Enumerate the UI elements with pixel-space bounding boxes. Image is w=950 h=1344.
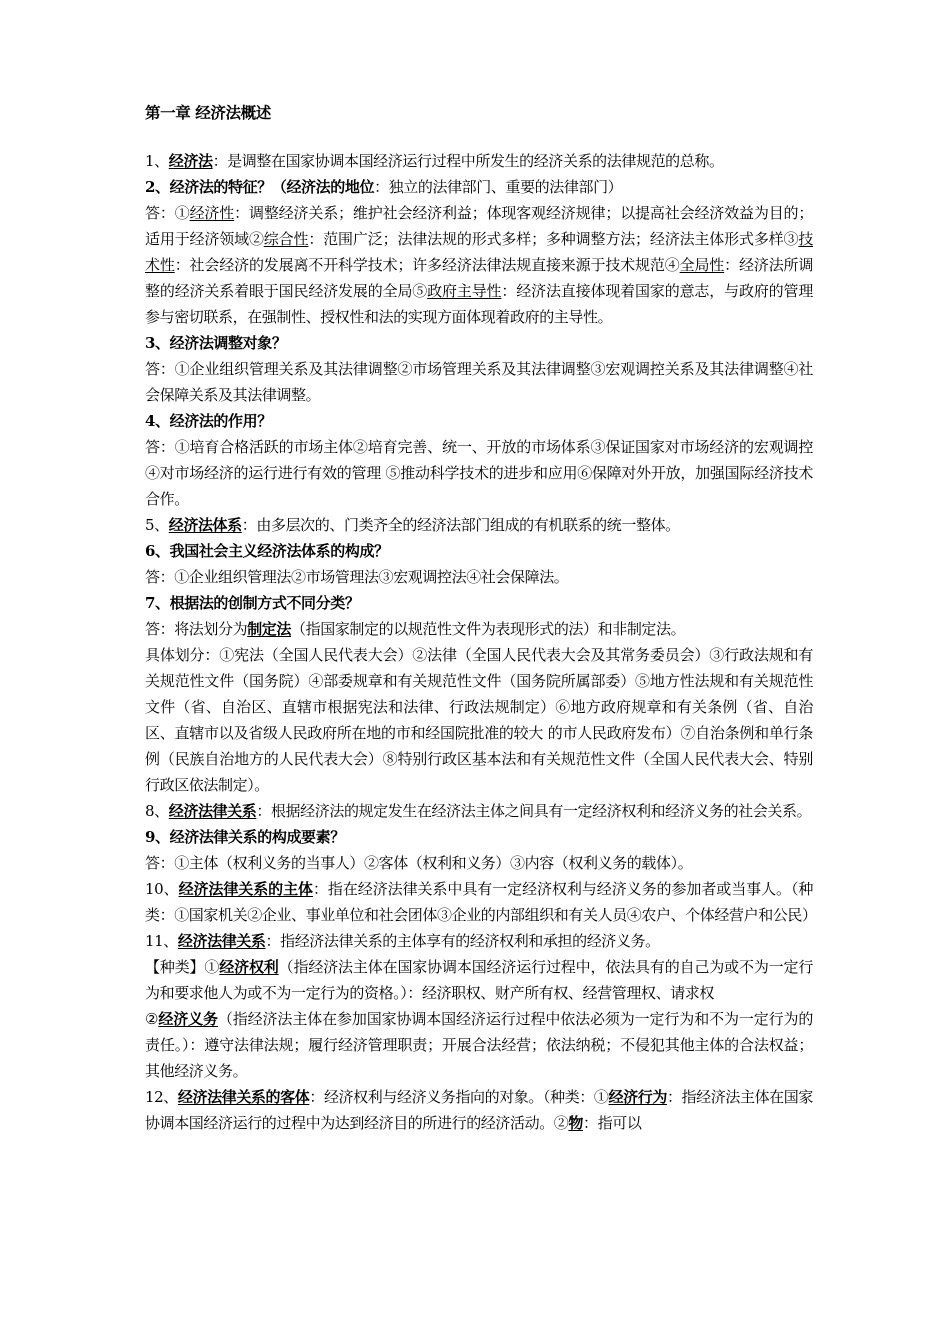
text-run: 制定法 [247,620,292,638]
text-run: 经济义务 [158,1010,218,1028]
text-run: 技术性 [145,230,813,274]
text-run: 经济法律关系 [177,932,266,950]
text-run: 1、 [145,152,169,170]
text-run: ：指在经济法律关系中具有一定经济权利与经济义务的参加者或当事人。（种类：①国家机关②企业、事业单位和社会团体③企业的内部组织和有关人员④农户、个体经营户和公民） [145,880,817,924]
paragraph [145,512,813,538]
text-run: 答：① [145,204,190,222]
text-run: 8、 [145,802,169,820]
paragraph [145,408,813,434]
text-run: ：指经济法主体在国家协调本国经济运行的过程中为达到经济目的所进行的经济活动。② [145,1088,813,1132]
text-run: 经济行为 [608,1088,667,1106]
text-run: 【种类】① [145,958,220,976]
paragraph [145,1084,813,1136]
text-run: 9、经济法律关系的构成要素？ [145,828,345,846]
document-body [145,100,817,1136]
text-run: 经济法体系 [168,516,242,534]
paragraph [145,356,813,408]
paragraph [145,876,817,928]
text-run: 具体划分：①宪法（全国人民代表大会）②法律（全国人民代表大会及其常务委员会）③行政法规和有关规范性文件（国务院）④部委规章和有关规范性文件（国务院所属部委）⑤地方性法规和有关规范性文件（省、自治区、直辖市根据宪法和法律、行政法规制定）⑥地方政府规章和有关条例（省、自治区、直辖市以及省级人民政府所在地的市和经国院批准的较大 的市人民政府发布）⑦自治条例和单行条例（民族自治地方的人民代表大会）⑧特别行政区基本法和有关规范性文件（全国人民代表大会、特别行政区依法制定）。 [145,646,813,794]
text-run: 政府主导性 [427,282,502,300]
chapter-title: 第一章 经济法概述 [145,103,271,122]
text-run: 4、经济法的作用？ [145,412,272,430]
text-run: 5、 [145,516,169,534]
text-run: 经济法律关系的客体 [177,1088,310,1106]
text-run: ：经济法直接体现着国家的意志，与政府的管理参与密切联系，在强制性、授权性和法的实现方面体现着政府的主导性。 [145,282,813,326]
text-run: 10、 [145,880,179,898]
text-run: ：是调整在国家协调本国经济运行过程中所发生的经济关系的法律规范的总称。 [212,152,724,170]
paragraph [145,330,813,356]
text-run: ：社会经济的发展离不开科学技术；许多经济法律法规直接来源于技术规范④ [174,256,680,274]
paragraph [145,174,813,200]
text-run: ：调整经济关系；维护社会经济利益；体现客观经济规律；以提高社会经济效益为目的；适用于经济领域② [145,204,814,248]
paragraph-list [145,148,817,1136]
paragraph [145,148,813,174]
text-run: 全局性 [679,256,725,274]
text-run: （指国家制定的以规范性文件为表现形式的法）和非制定法。 [291,620,686,638]
text-run: 经济法的地位 [286,178,375,196]
paragraph [145,200,813,330]
text-run: ：指经济法律关系的主体享有的经济权利和承担的经济义务。 [265,932,660,950]
text-run: 答：①培育合格活跃的市场主体②培育完善、统一、开放的市场体系③保证国家对市场经济的宏观调控④对市场经济的运行进行有效的管理 ⑤推动科学技术的进步和应用⑥保障对外开放，加强国际经济技术合作。 [145,438,813,508]
text-run: 物 [568,1114,584,1132]
text-run: （指经济法主体在参加国家协调本国经济运行过程中依法必须为一定行为和不为一定行为的责任。）：遵守法律法规；履行经济管理职责；开展合法经营；依法纳税；不侵犯其他主体的合法权益；其他经济义务。 [145,1010,813,1080]
paragraph [145,928,813,954]
text-run: 3、经济法调整对象？ [145,334,287,352]
text-run: 经济法律关系的主体 [178,880,313,898]
text-run: 经济法律关系 [168,802,257,820]
text-run: 6、我国社会主义经济法体系的构成？ [145,542,389,560]
text-run: 答：①企业组织管理法②市场管理法③宏观调控法④社会保障法。 [145,568,569,586]
paragraph [145,538,813,564]
paragraph [145,616,813,642]
paragraph [145,642,813,798]
text-run: （指经济法主体在国家协调本国经济运行过程中，依法具有的自己为或不为一定行为和要求他人为或不为一定行为的资格。）：经济职权、财产所有权、经营管理权、请求权 [145,958,813,1002]
text-run: ② [145,1010,159,1028]
text-run: 答：①主体（权利义务的当事人）②客体（权利和义务）③内容（权利义务的载体）。 [145,854,693,872]
paragraph [145,850,813,876]
text-run: 经济权利 [219,958,279,976]
text-run: 11、 [145,932,178,950]
text-run: 答：①企业组织管理关系及其法律调整②市场管理关系及其法律调整③宏观调控关系及其法律调整④社会保障关系及其法律调整。 [145,360,813,404]
paragraph [145,954,813,1006]
text-run: ：根据经济法的规定发生在经济法主体之间具有一定经济权利和经济义务的社会关系。 [256,802,812,820]
text-run: ：由多层次的、门类齐全的经济法部门组成的有机联系的统一整体。 [241,516,680,534]
paragraph [145,564,813,590]
paragraph [145,590,813,616]
paragraph [145,824,813,850]
text-run: ：指可以 [583,1114,642,1132]
paragraph [145,434,813,512]
paragraph [145,798,813,824]
text-run: ：经济法所调整的经济关系着眼于国民经济发展的全局⑤ [145,256,814,300]
text-run: ：范围广泛；法律法规的形式多样；多种调整方法；经济法主体形式多样③ [308,230,799,248]
text-run: 7、根据法的创制方式不同分类？ [145,594,360,612]
paragraph [145,1006,813,1084]
text-run: 答：将法划分为 [145,620,248,638]
text-run: 2、经济法的特征？（ [145,178,287,196]
text-run: 经济法 [168,152,213,170]
text-run: ：经济权利与经济义务指向的对象。（种类：① [309,1088,609,1106]
text-run: 综合性 [263,230,309,248]
text-run: 12、 [145,1088,178,1106]
text-run: 经济性 [189,204,235,222]
text-run: ：独立的法律部门、重要的法律部门） [374,178,623,196]
